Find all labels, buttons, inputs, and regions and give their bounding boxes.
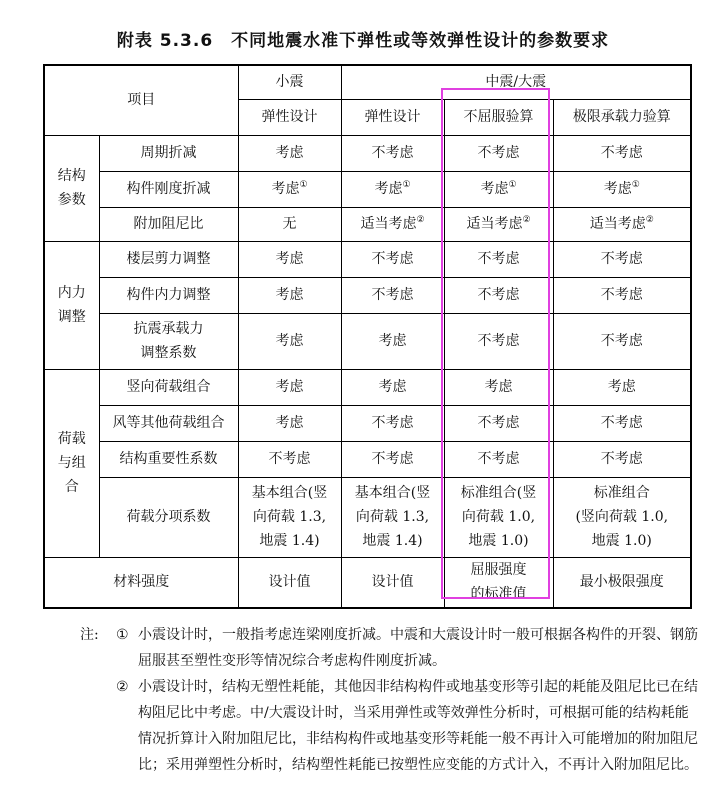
note-1-text: 小震设计时，一般指考虑连梁刚度折减。中震和大震设计时一般可根据各构件的开裂、钢筋屈服甚至塑性变形等情况综合考虑构件刚度折减。 — [138, 627, 698, 669]
footnote-1-marker: ① — [631, 180, 640, 190]
cell: 最小极限强度 — [553, 557, 691, 608]
group-load — [44, 369, 99, 557]
cell: 不考虑 — [444, 405, 553, 441]
cell: 标准组合(竖 向荷载 1.0, 地震 1.0) — [444, 477, 553, 557]
cell: 不考虑 — [341, 135, 444, 171]
cell: 不考虑 — [444, 441, 553, 477]
cell: 考虑 — [238, 277, 341, 313]
row-label-story-shear: 楼层剪力调整 — [99, 241, 238, 277]
cell: 屈服强度 的标准值 — [444, 557, 553, 608]
footnote-1-marker: ① — [402, 180, 411, 190]
cell: 考虑 — [444, 369, 553, 405]
header-small-quake: 小震 — [238, 65, 341, 99]
cell: 考虑 — [238, 241, 341, 277]
table-title: 附表 5.3.6 不同地震水准下弹性或等效弹性设计的参数要求 — [116, 31, 610, 51]
cell: 不考虑 — [553, 313, 691, 369]
cell: 考虑 — [238, 313, 341, 369]
table-row — [44, 369, 691, 405]
cell: 不考虑 — [444, 277, 553, 313]
cell: 考虑 — [238, 369, 341, 405]
note-1 — [80, 622, 700, 674]
cell: 考虑① — [444, 171, 553, 207]
cell: 适当考虑② — [341, 207, 444, 241]
note-2 — [80, 674, 700, 778]
cell: 考虑 — [238, 405, 341, 441]
footnote-2-marker: ② — [645, 215, 654, 225]
cell: 考虑 — [341, 369, 444, 405]
group-load-label: 荷载与组合 — [57, 431, 86, 495]
group-structure: 结构参数 — [44, 135, 99, 241]
footnote-1-marker: ① — [299, 180, 308, 190]
header-small-elastic: 弹性设计 — [238, 99, 341, 135]
table-row — [44, 313, 691, 369]
header-mid-large-quake: 中震/大震 — [341, 65, 691, 99]
cell: 不考虑 — [553, 405, 691, 441]
cell: 不考虑 — [341, 277, 444, 313]
table-row — [44, 171, 691, 207]
cell: 考虑① — [238, 171, 341, 207]
table-row — [44, 277, 691, 313]
header-row-1 — [44, 65, 691, 99]
cell: 不考虑 — [341, 441, 444, 477]
cell: 标准组合 (竖向荷载 1.0, 地震 1.0) — [553, 477, 691, 557]
header-ultimate: 极限承载力验算 — [553, 99, 691, 135]
group-internal: 内力调整 — [44, 241, 99, 369]
notes — [80, 622, 700, 778]
cell: 基本组合(竖 向荷载 1.3, 地震 1.4) — [238, 477, 341, 557]
cell: 不考虑 — [341, 241, 444, 277]
header-no-yield: 不屈服验算 — [444, 99, 553, 135]
table-row — [44, 207, 691, 241]
footnote-1-marker: ① — [508, 180, 517, 190]
header-mid-elastic: 弹性设计 — [341, 99, 444, 135]
cell: 适当考虑② — [444, 207, 553, 241]
note-2-text: 小震设计时，结构无塑性耗能，其他因非结构构件或地基变形等引起的耗能及阻尼比已在结构阻尼比中考虑。中/大震设计时，当采用弹性或等效弹性分析时，可根据可能的结构耗能情况折算计入附加阻尼比，非结构构件或地基变形等耗能一般不再计入可能增加的附加阻尼比；采用弹塑性分析时，结构塑性耗能已按塑性应变能的方式计入，不再计入附加阻尼比。 — [138, 679, 698, 773]
row-label-wind-load: 风等其他荷载组合 — [99, 405, 238, 441]
row-label-seismic-adjust: 抗震承载力 调整系数 — [99, 313, 238, 369]
cell: 不考虑 — [444, 135, 553, 171]
row-label-partial-factor: 荷载分项系数 — [99, 477, 238, 557]
table-row — [44, 405, 691, 441]
cell: 设计值 — [238, 557, 341, 608]
row-label-vertical-load: 竖向荷载组合 — [99, 369, 238, 405]
cell: 考虑 — [553, 369, 691, 405]
cell: 不考虑 — [341, 405, 444, 441]
row-label-material: 材料强度 — [44, 557, 238, 608]
header-item: 项目 — [44, 65, 238, 135]
cell: 不考虑 — [553, 441, 691, 477]
cell: 考虑 — [238, 135, 341, 171]
row-label-period: 周期折减 — [99, 135, 238, 171]
footnote-2-marker: ② — [416, 215, 425, 225]
row-label-damping: 附加阻尼比 — [99, 207, 238, 241]
note-1-mark: ① — [116, 627, 129, 643]
cell: 考虑 — [341, 313, 444, 369]
cell: 不考虑 — [238, 441, 341, 477]
cell: 不考虑 — [553, 241, 691, 277]
cell: 考虑① — [341, 171, 444, 207]
table-row — [44, 477, 691, 557]
cell: 考虑① — [553, 171, 691, 207]
cell: 设计值 — [341, 557, 444, 608]
cell: 不考虑 — [444, 241, 553, 277]
table-row — [44, 135, 691, 171]
cell: 不考虑 — [444, 313, 553, 369]
row-label-stiffness: 构件刚度折减 — [99, 171, 238, 207]
table-row — [44, 441, 691, 477]
row-label-member-force: 构件内力调整 — [99, 277, 238, 313]
row-label-importance: 结构重要性系数 — [99, 441, 238, 477]
table-row — [44, 241, 691, 277]
cell: 基本组合(竖 向荷载 1.3, 地震 1.4) — [341, 477, 444, 557]
cell: 无 — [238, 207, 341, 241]
note-2-mark: ② — [116, 679, 129, 695]
cell: 不考虑 — [553, 135, 691, 171]
cell: 适当考虑② — [553, 207, 691, 241]
footnote-2-marker: ② — [522, 215, 531, 225]
notes-prefix: 注: — [80, 627, 99, 643]
cell: 不考虑 — [553, 277, 691, 313]
table-row — [44, 557, 691, 608]
parameter-table — [43, 64, 692, 609]
